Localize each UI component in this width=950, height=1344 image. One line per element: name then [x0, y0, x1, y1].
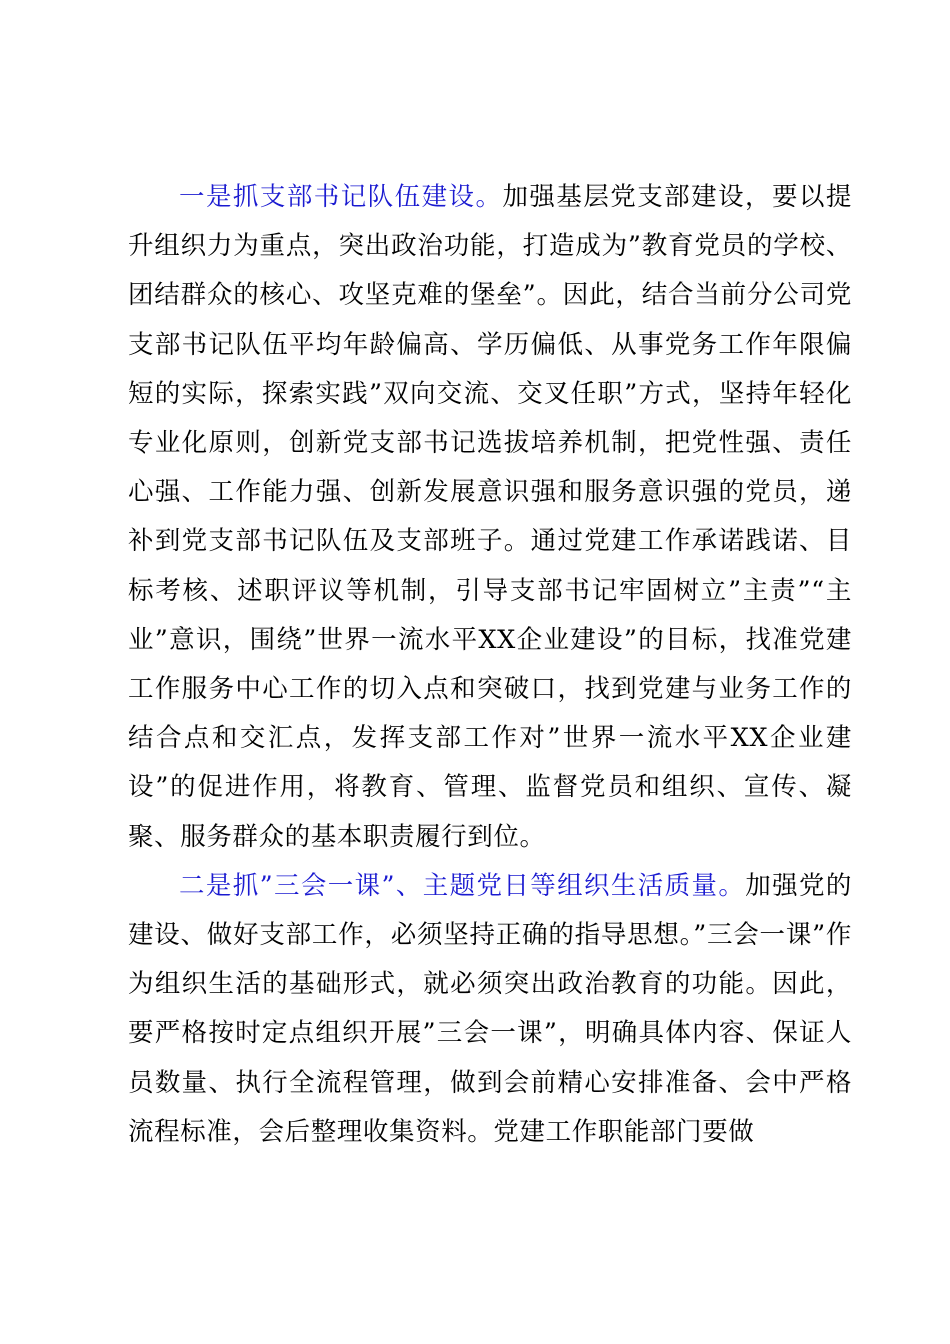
paragraph-1-heading: 一是抓支部书记队伍建设。 [179, 182, 503, 212]
paragraph-2-text: 加强党的建设、做好支部工作，必须坚持正确的指导思想。”三会一课”作为组织生活的基础形式，就必须突出政治教育的功能。因此，要严格按时定点组织开展”三会一课”，明确具体内容、保证人员数量、执行全流程管理，做到会前精心安排准备、会中严格流程标准，会后整理收集资料。党建工作职能部门要做 [128, 870, 852, 1147]
document-body [128, 173, 852, 1157]
paragraph-1 [128, 173, 852, 862]
paragraph-1-text: 加强基层党支部建设，要以提升组织力为重点，突出政治功能，打造成为”教育党员的学校、团结群众的核心、攻坚克难的堡垒”。因此，结合当前分公司党支部书记队伍平均年龄偏高、学历偏低、从事党务工作年限偏短的实际，探索实践”双向交流、交叉任职”方式，坚持年轻化专业化原则，创新党支部书记选拔培养机制，把党性强、责任心强、工作能力强、创新发展意识强和服务意识强的党员，递补到党支部书记队伍及支部班子。通过党建工作承诺践诺、目标考核、述职评议等机制，引导支部书记牢固树立”主责”“主业”意识，围绕”世界一流水平XX企业建设”的目标，找准党建工作服务中心工作的切入点和突破口，找到党建与业务工作的结合点和交汇点，发挥支部工作对”世界一流水平XX企业建设”的促进作用，将教育、管理、监督党员和组织、宣传、凝聚、服务群众的基本职责履行到位。 [128, 182, 852, 852]
paragraph-2-heading: 二是抓”三会一课”、主题党日等组织生活质量。 [179, 870, 746, 901]
paragraph-2 [128, 862, 852, 1157]
